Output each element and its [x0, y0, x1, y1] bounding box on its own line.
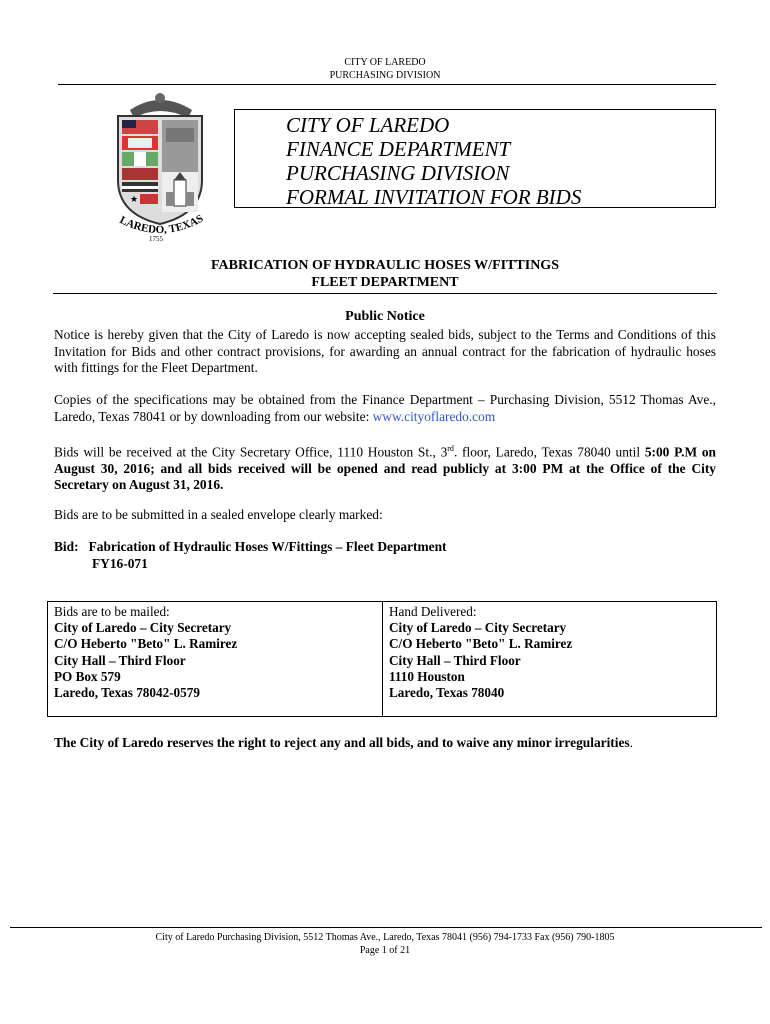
bid-name: Fabrication of Hydraulic Hoses W/Fittings – Fleet Department — [88, 539, 447, 554]
mailed-heading: Bids are to be mailed: — [54, 604, 170, 619]
hand-delivered-cell — [383, 601, 717, 717]
document-header — [0, 56, 770, 82]
footer-address: City of Laredo Purchasing Division, 5512 Thomas Ave., Laredo, Texas 78041 (956) 794-1733 Fax (956) 790-1805 — [155, 932, 615, 943]
bid-receipt-text: Bids will be received at the City Secretary Office, 1110 Houston St., 3 — [54, 444, 448, 460]
hand-line: City of Laredo – City Secretary — [389, 620, 567, 636]
hand-line: C/O Heberto "Beto" L. Ramirez — [389, 636, 573, 652]
reservation-statement — [54, 735, 716, 751]
website-link[interactable]: www.cityoflaredo.com — [372, 408, 496, 424]
project-title: FABRICATION OF HYDRAULIC HOSES W/FITTINGS — [211, 258, 559, 273]
header-divider — [58, 84, 716, 85]
notice-paragraph-4: Bids are to be submitted in a sealed envelope clearly marked: — [54, 507, 383, 522]
seal-year: 1755 — [149, 235, 163, 243]
notice-paragraph-2 — [54, 392, 716, 425]
page-number: Page 1 of 21 — [359, 945, 411, 956]
mailed-line: PO Box 579 — [54, 668, 121, 684]
mailed-line: C/O Heberto "Beto" L. Ramirez — [54, 636, 238, 652]
specifications-text: Copies of the specifications may be obtained from the Finance Department – Purchasing Division, 5512 Thomas Ave., Laredo, Texas 78041 or by downloading from our website: — [54, 392, 716, 424]
city-seal-icon — [100, 88, 220, 243]
project-divider — [53, 293, 717, 294]
hand-line: Laredo, Texas 78040 — [389, 685, 505, 701]
bid-line — [54, 539, 447, 556]
hand-heading: Hand Delivered: — [389, 604, 477, 619]
mailed-address-cell — [47, 601, 383, 717]
bid-deadline: 5:00 P.M on August 30, 2016; and all bids received will be opened and read publicly at 3:00 PM at the Office of the City Secretary on August 31, 2016. — [54, 444, 716, 493]
title-line-2: FINANCE DEPARTMENT — [286, 137, 511, 161]
seal-text: LAREDO, TEXAS — [117, 212, 206, 237]
bid-number: FY16-071 — [92, 556, 148, 571]
svg-text:★: ★ — [130, 194, 139, 204]
title-line-1: CITY OF LAREDO — [286, 113, 450, 137]
mailed-line: Laredo, Texas 78042-0579 — [54, 685, 200, 701]
mailed-line: City of Laredo – City Secretary — [54, 620, 232, 636]
bid-label: Bid: — [54, 539, 79, 554]
public-notice-heading: Public Notice — [345, 309, 425, 324]
title-line-4: FORMAL INVITATION FOR BIDS — [286, 185, 582, 209]
header-division: PURCHASING DIVISION — [329, 70, 441, 81]
bid-receipt-text-2: . floor, Laredo, Texas 78040 until — [453, 444, 645, 460]
title-box — [234, 109, 716, 208]
notice-paragraph-3 — [54, 441, 716, 494]
project-department: FLEET DEPARTMENT — [311, 275, 459, 290]
reservation-period: . — [629, 735, 633, 750]
reservation-text: The City of Laredo reserves the right to reject any and all bids, and to waive any minor irregularities — [54, 735, 630, 750]
hand-line: 1110 Houston — [389, 668, 465, 684]
hand-line: City Hall – Third Floor — [389, 652, 521, 668]
mailed-line: City Hall – Third Floor — [54, 652, 186, 668]
title-line-3: PURCHASING DIVISION — [286, 161, 510, 185]
ordinal-suffix: rd — [447, 444, 454, 453]
notice-paragraph-1: Notice is hereby given that the City of Laredo is now accepting sealed bids, subject to the Terms and Conditions of this Invitation for Bids and other contract provisions, for awarding an annual contract for the fabrication of hydraulic hoses with fittings for the Fleet Department. — [54, 327, 716, 375]
header-city: CITY OF LAREDO — [344, 57, 426, 68]
footer-divider — [10, 927, 762, 928]
